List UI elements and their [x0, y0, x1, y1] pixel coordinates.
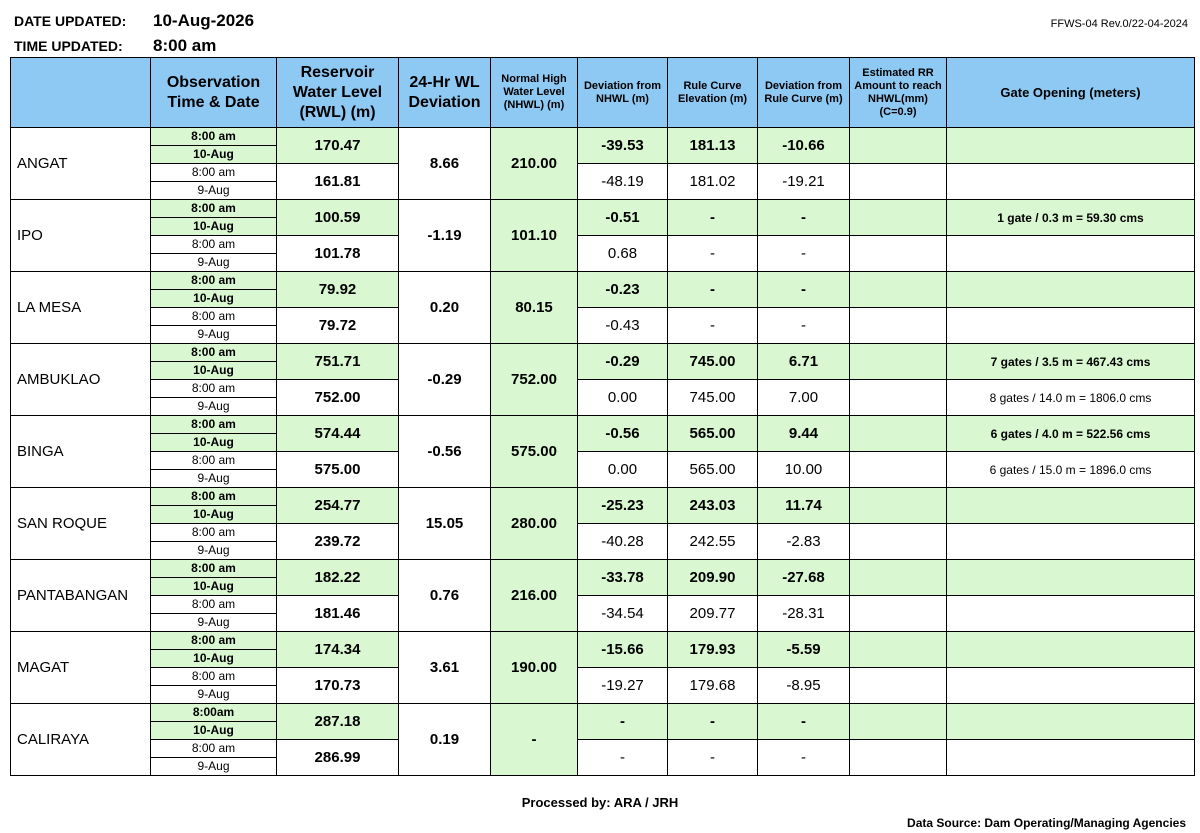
- nhwl-value: 216.00: [491, 560, 578, 632]
- rule-curve-previous: -: [668, 740, 758, 776]
- processed-by: Processed by: ARA / JRH: [521, 795, 679, 810]
- header-reservoir-level: Reservoir Water Level (RWL) (m): [277, 58, 399, 128]
- gate-opening-current: 6 gates / 4.0 m = 522.56 cms: [947, 416, 1195, 452]
- header-deviation-rule-curve: Deviation from Rule Curve (m): [758, 58, 850, 128]
- rule-curve-current: 179.93: [668, 632, 758, 668]
- header-nhwl: Normal High Water Level (NHWL) (m): [491, 58, 578, 128]
- nhwl-value: 101.10: [491, 200, 578, 272]
- table-row: [11, 164, 1195, 182]
- rwl-previous: 752.00: [277, 380, 399, 416]
- deviation-nhwl-previous: -0.43: [578, 308, 668, 344]
- obs-time-current: 8:00 am: [151, 632, 277, 650]
- obs-date-current: 10-Aug: [151, 578, 277, 596]
- table-row: [11, 560, 1195, 578]
- wl-24hr-deviation: -0.29: [399, 344, 491, 416]
- gate-opening-previous: [947, 308, 1195, 344]
- deviation-nhwl-current: -0.23: [578, 272, 668, 308]
- time-updated-label: TIME UPDATED:: [14, 38, 123, 54]
- dam-name: IPO: [11, 200, 151, 272]
- table-row: [11, 308, 1195, 326]
- estimated-rr-current: [850, 560, 947, 596]
- gate-opening-previous: [947, 524, 1195, 560]
- dam-status-table: [10, 57, 1195, 776]
- wl-24hr-deviation: 15.05: [399, 488, 491, 560]
- table-row: [11, 236, 1195, 254]
- deviation-nhwl-current: -: [578, 704, 668, 740]
- deviation-nhwl-current: -33.78: [578, 560, 668, 596]
- obs-date-previous: 9-Aug: [151, 542, 277, 560]
- deviation-nhwl-previous: -: [578, 740, 668, 776]
- deviation-rule-current: -10.66: [758, 128, 850, 164]
- rule-curve-previous: 565.00: [668, 452, 758, 488]
- obs-time-current: 8:00am: [151, 704, 277, 722]
- deviation-rule-current: -: [758, 200, 850, 236]
- dam-name: LA MESA: [11, 272, 151, 344]
- gate-opening-previous: [947, 164, 1195, 200]
- deviation-nhwl-previous: -40.28: [578, 524, 668, 560]
- rule-curve-current: 243.03: [668, 488, 758, 524]
- deviation-nhwl-current: -0.29: [578, 344, 668, 380]
- deviation-nhwl-previous: -48.19: [578, 164, 668, 200]
- wl-24hr-deviation: 0.19: [399, 704, 491, 776]
- deviation-rule-current: -: [758, 272, 850, 308]
- estimated-rr-previous: [850, 380, 947, 416]
- table-row: [11, 740, 1195, 758]
- estimated-rr-current: [850, 416, 947, 452]
- header-estimated-rr: Estimated RR Amount to reach NHWL(mm) (C=0.9): [850, 58, 947, 128]
- table-row: [11, 632, 1195, 650]
- rule-curve-current: -: [668, 704, 758, 740]
- obs-date-previous: 9-Aug: [151, 470, 277, 488]
- deviation-nhwl-previous: -19.27: [578, 668, 668, 704]
- table-row: [11, 668, 1195, 686]
- table-row: [11, 488, 1195, 506]
- rwl-current: 79.92: [277, 272, 399, 308]
- rule-curve-current: -: [668, 200, 758, 236]
- estimated-rr-previous: [850, 452, 947, 488]
- rwl-previous: 181.46: [277, 596, 399, 632]
- deviation-nhwl-current: -0.51: [578, 200, 668, 236]
- nhwl-value: -: [491, 704, 578, 776]
- deviation-nhwl-current: -15.66: [578, 632, 668, 668]
- obs-date-current: 10-Aug: [151, 722, 277, 740]
- rwl-current: 287.18: [277, 704, 399, 740]
- nhwl-value: 190.00: [491, 632, 578, 704]
- estimated-rr-previous: [850, 596, 947, 632]
- obs-time-previous: 8:00 am: [151, 596, 277, 614]
- obs-time-previous: 8:00 am: [151, 452, 277, 470]
- estimated-rr-current: [850, 344, 947, 380]
- deviation-rule-current: -27.68: [758, 560, 850, 596]
- date-updated-label: DATE UPDATED:: [14, 13, 127, 29]
- obs-date-current: 10-Aug: [151, 650, 277, 668]
- deviation-nhwl-current: -25.23: [578, 488, 668, 524]
- table-row: [11, 452, 1195, 470]
- rwl-previous: 170.73: [277, 668, 399, 704]
- estimated-rr-previous: [850, 524, 947, 560]
- dam-name: ANGAT: [11, 128, 151, 200]
- obs-date-previous: 9-Aug: [151, 182, 277, 200]
- rwl-current: 751.71: [277, 344, 399, 380]
- gate-opening-previous: [947, 596, 1195, 632]
- obs-date-current: 10-Aug: [151, 290, 277, 308]
- obs-date-previous: 9-Aug: [151, 758, 277, 776]
- rule-curve-current: 745.00: [668, 344, 758, 380]
- header-row: [11, 58, 1195, 128]
- estimated-rr-current: [850, 704, 947, 740]
- deviation-rule-current: 11.74: [758, 488, 850, 524]
- obs-time-previous: 8:00 am: [151, 236, 277, 254]
- rwl-previous: 161.81: [277, 164, 399, 200]
- obs-time-current: 8:00 am: [151, 416, 277, 434]
- dam-name: PANTABANGAN: [11, 560, 151, 632]
- rule-curve-previous: 181.02: [668, 164, 758, 200]
- obs-date-current: 10-Aug: [151, 506, 277, 524]
- header-rule-curve: Rule Curve Elevation (m): [668, 58, 758, 128]
- table-row: [11, 416, 1195, 434]
- wl-24hr-deviation: 0.20: [399, 272, 491, 344]
- gate-opening-current: [947, 128, 1195, 164]
- deviation-rule-previous: -: [758, 740, 850, 776]
- rule-curve-current: 565.00: [668, 416, 758, 452]
- rwl-previous: 286.99: [277, 740, 399, 776]
- gate-opening-previous: [947, 740, 1195, 776]
- rwl-previous: 79.72: [277, 308, 399, 344]
- obs-date-previous: 9-Aug: [151, 326, 277, 344]
- dam-name: SAN ROQUE: [11, 488, 151, 560]
- rule-curve-current: 181.13: [668, 128, 758, 164]
- gate-opening-previous: 6 gates / 15.0 m = 1896.0 cms: [947, 452, 1195, 488]
- nhwl-value: 752.00: [491, 344, 578, 416]
- header-dam-name: [11, 58, 151, 128]
- table-row: [11, 524, 1195, 542]
- date-updated-value: 10-Aug-2026: [153, 11, 255, 30]
- estimated-rr-current: [850, 200, 947, 236]
- estimated-rr-current: [850, 128, 947, 164]
- form-reference: FFWS-04 Rev.0/22-04-2024: [1050, 18, 1188, 30]
- table-row: [11, 704, 1195, 722]
- estimated-rr-previous: [850, 236, 947, 272]
- rwl-current: 574.44: [277, 416, 399, 452]
- rwl-current: 182.22: [277, 560, 399, 596]
- dam-name: AMBUKLAO: [11, 344, 151, 416]
- deviation-rule-previous: -: [758, 308, 850, 344]
- rule-curve-current: -: [668, 272, 758, 308]
- estimated-rr-previous: [850, 740, 947, 776]
- rule-curve-previous: 745.00: [668, 380, 758, 416]
- obs-time-current: 8:00 am: [151, 272, 277, 290]
- header-gate-opening: Gate Opening (meters): [947, 58, 1195, 128]
- dam-name: BINGA: [11, 416, 151, 488]
- wl-24hr-deviation: 8.66: [399, 128, 491, 200]
- obs-date-current: 10-Aug: [151, 218, 277, 236]
- wl-24hr-deviation: -1.19: [399, 200, 491, 272]
- nhwl-value: 80.15: [491, 272, 578, 344]
- time-updated-value: 8:00 am: [153, 36, 217, 55]
- obs-date-previous: 9-Aug: [151, 614, 277, 632]
- rule-curve-previous: 209.77: [668, 596, 758, 632]
- estimated-rr-previous: [850, 164, 947, 200]
- gate-opening-current: [947, 560, 1195, 596]
- deviation-nhwl-previous: 0.00: [578, 452, 668, 488]
- estimated-rr-previous: [850, 308, 947, 344]
- rule-curve-previous: -: [668, 308, 758, 344]
- rwl-current: 170.47: [277, 128, 399, 164]
- obs-date-current: 10-Aug: [151, 362, 277, 380]
- obs-time-previous: 8:00 am: [151, 308, 277, 326]
- obs-time-current: 8:00 am: [151, 488, 277, 506]
- deviation-rule-previous: -19.21: [758, 164, 850, 200]
- deviation-rule-previous: -2.83: [758, 524, 850, 560]
- estimated-rr-current: [850, 632, 947, 668]
- table-row: [11, 272, 1195, 290]
- rwl-current: 100.59: [277, 200, 399, 236]
- obs-date-previous: 9-Aug: [151, 398, 277, 416]
- gate-opening-current: [947, 488, 1195, 524]
- header-observation-time: Observation Time & Date: [151, 58, 277, 128]
- obs-date-previous: 9-Aug: [151, 254, 277, 272]
- deviation-rule-previous: -8.95: [758, 668, 850, 704]
- gate-opening-previous: 8 gates / 14.0 m = 1806.0 cms: [947, 380, 1195, 416]
- estimated-rr-current: [850, 488, 947, 524]
- obs-date-current: 10-Aug: [151, 434, 277, 452]
- deviation-rule-previous: 10.00: [758, 452, 850, 488]
- obs-time-current: 8:00 am: [151, 200, 277, 218]
- deviation-nhwl-current: -0.56: [578, 416, 668, 452]
- obs-time-current: 8:00 am: [151, 344, 277, 362]
- obs-time-previous: 8:00 am: [151, 380, 277, 398]
- nhwl-value: 280.00: [491, 488, 578, 560]
- deviation-nhwl-previous: 0.68: [578, 236, 668, 272]
- estimated-rr-previous: [850, 668, 947, 704]
- deviation-rule-previous: 7.00: [758, 380, 850, 416]
- rule-curve-previous: -: [668, 236, 758, 272]
- wl-24hr-deviation: 3.61: [399, 632, 491, 704]
- dam-name: MAGAT: [11, 632, 151, 704]
- rwl-previous: 575.00: [277, 452, 399, 488]
- rwl-current: 254.77: [277, 488, 399, 524]
- gate-opening-current: [947, 704, 1195, 740]
- obs-date-previous: 9-Aug: [151, 686, 277, 704]
- wl-24hr-deviation: 0.76: [399, 560, 491, 632]
- data-source: Data Source: Dam Operating/Managing Agencies: [907, 816, 1186, 830]
- header-deviation-nhwl: Deviation from NHWL (m): [578, 58, 668, 128]
- rwl-current: 174.34: [277, 632, 399, 668]
- deviation-rule-current: -5.59: [758, 632, 850, 668]
- gate-opening-previous: [947, 668, 1195, 704]
- deviation-rule-previous: -: [758, 236, 850, 272]
- deviation-rule-previous: -28.31: [758, 596, 850, 632]
- wl-24hr-deviation: -0.56: [399, 416, 491, 488]
- rwl-previous: 239.72: [277, 524, 399, 560]
- deviation-rule-current: 6.71: [758, 344, 850, 380]
- deviation-nhwl-current: -39.53: [578, 128, 668, 164]
- deviation-rule-current: 9.44: [758, 416, 850, 452]
- obs-time-current: 8:00 am: [151, 128, 277, 146]
- header-24hr-deviation: 24-Hr WL Deviation: [399, 58, 491, 128]
- obs-time-previous: 8:00 am: [151, 740, 277, 758]
- deviation-rule-current: -: [758, 704, 850, 740]
- deviation-nhwl-previous: -34.54: [578, 596, 668, 632]
- obs-date-current: 10-Aug: [151, 146, 277, 164]
- gate-opening-current: 1 gate / 0.3 m = 59.30 cms: [947, 200, 1195, 236]
- table-row: [11, 200, 1195, 218]
- gate-opening-previous: [947, 236, 1195, 272]
- obs-time-current: 8:00 am: [151, 560, 277, 578]
- nhwl-value: 575.00: [491, 416, 578, 488]
- nhwl-value: 210.00: [491, 128, 578, 200]
- dam-name: CALIRAYA: [11, 704, 151, 776]
- rule-curve-previous: 179.68: [668, 668, 758, 704]
- deviation-nhwl-previous: 0.00: [578, 380, 668, 416]
- table-row: [11, 380, 1195, 398]
- table-row: [11, 596, 1195, 614]
- table-row: [11, 344, 1195, 362]
- table-row: [11, 128, 1195, 146]
- gate-opening-current: 7 gates / 3.5 m = 467.43 cms: [947, 344, 1195, 380]
- estimated-rr-current: [850, 272, 947, 308]
- rule-curve-previous: 242.55: [668, 524, 758, 560]
- gate-opening-current: [947, 272, 1195, 308]
- obs-time-previous: 8:00 am: [151, 524, 277, 542]
- gate-opening-current: [947, 632, 1195, 668]
- obs-time-previous: 8:00 am: [151, 668, 277, 686]
- rule-curve-current: 209.90: [668, 560, 758, 596]
- rwl-previous: 101.78: [277, 236, 399, 272]
- obs-time-previous: 8:00 am: [151, 164, 277, 182]
